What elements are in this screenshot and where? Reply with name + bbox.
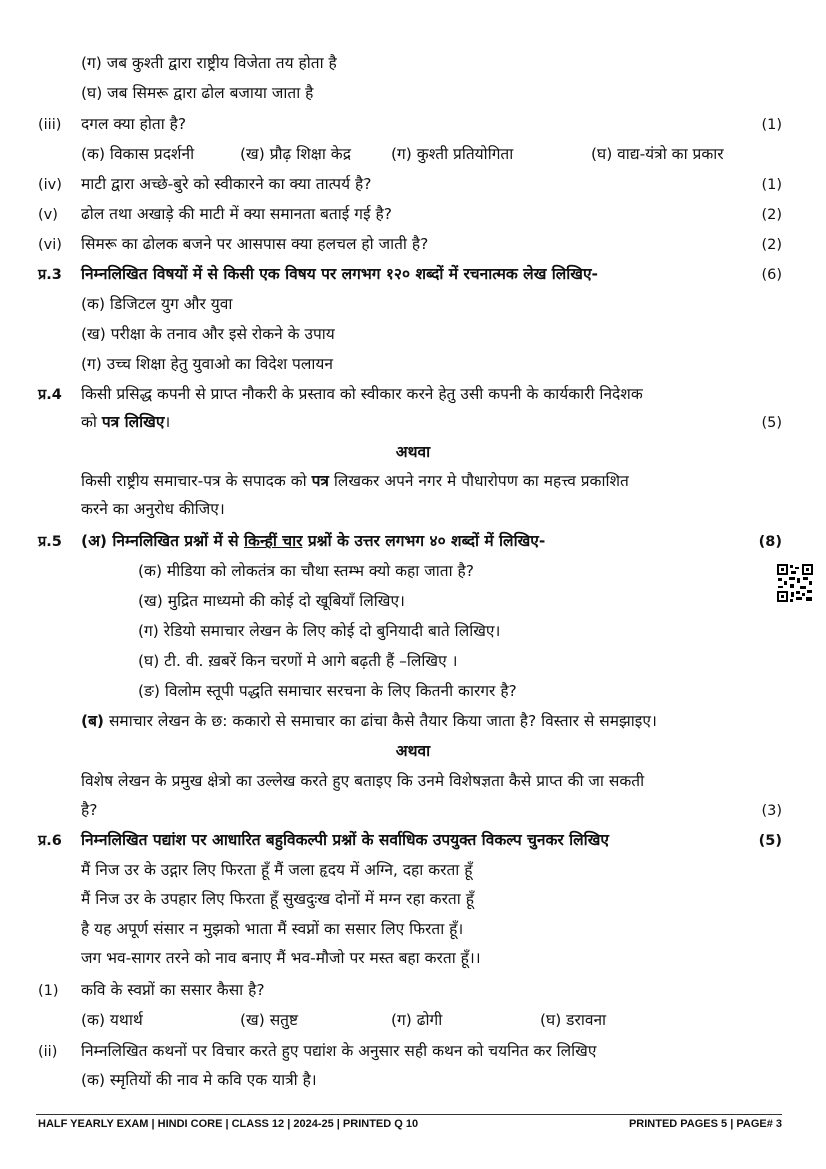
q6-marks: (5) [758,833,782,849]
q4-or-heading: अथवा [395,443,431,461]
footer-divider [36,1114,782,1115]
q2-option-g: (ग) जब कुश्ती द्वारा राष्ट्रीय विजेता तय होता है [81,54,337,72]
q5-item-g: (ग) रेडियो समाचार लेखन के लिए कोई दो बुनियादी बाते लिखिए। [138,622,501,640]
q4-line2-suffix: । [164,413,171,431]
q4-line1: किसी प्रसिद्ध कपनी से प्राप्त नौकरी के प्रस्ताव को स्वीकार करने हेतु उसी कपनी के कार्यकारी निदेशक [81,385,643,403]
q3-text: निम्नलिखित विषयों में से किसी एक विषय पर लगभग १२० शब्दों में रचनात्मक लेख लिखिए- [81,265,598,283]
q2-iv-number: (iv) [38,177,62,193]
q6-text: निम्नलिखित पद्यांश पर आधारित बहुविकल्पी प्रश्नों के सर्वाधिक उपयुक्त विकल्प चुनकर लिखिए [81,831,609,849]
q4-letter-emphasis: पत्र लिखिए [101,413,165,431]
q3-option-kh: (ख) परीक्षा के तनाव और इसे रोकने के उपाय [81,325,335,343]
q5-alt-marks: (3) [761,803,782,819]
q5-heading-prefix: (अ) निम्नलिखित प्रश्नों में से [81,532,245,550]
poem-line-1: मैं निज उर के उद्गार लिए फिरता हूँ मैं जला हृदय में अग्नि, दहा करता हूँ [81,861,473,879]
q5-part-b [81,711,657,731]
q6-sub1-option-k: (क) यथार्थ [81,1011,143,1029]
q4-alt-prefix: किसी राष्ट्रीय समाचार-पत्र के सपादक को [81,472,312,490]
q6-sub1-text: कवि के स्वप्नों का ससार कैसा है? [81,981,265,999]
q4-alt-line2: करने का अनुरोध कीजिए। [81,500,225,518]
q5-heading-suffix: प्रश्नों के उत्तर लगभग ४० शब्दों में लिखिए- [302,532,546,550]
q2-option-gh: (घ) जब सिमरू द्वारा ढोल बजाया जाता है [81,84,314,102]
q4-marks: (5) [761,415,782,431]
footer-exam-info: HALF YEARLY EXAM | HINDI CORE | CLASS 12 | 2024-25 | PRINTED Q 10 [38,1118,419,1130]
q6-sub1-option-gh: (घ) डरावना [540,1011,607,1029]
q2-v-number: (v) [38,207,58,223]
q2-v-text: ढोल तथा अखाड़े की माटी में क्या समानता बताई गई है? [81,205,393,223]
q3-marks: (6) [761,267,782,283]
q2-iii-number: (iii) [38,117,62,133]
q2-vi-marks: (2) [761,237,782,253]
q5-heading-underlined: किन्हीं चार [244,532,303,550]
q4-line2 [81,412,170,432]
q2-iv-marks: (1) [761,177,782,193]
q6-sub1-option-kh: (ख) सतुष्ट [240,1011,299,1029]
q5-heading [81,531,545,551]
poem-line-4: जग भव-सागर तरने को नाव बनाए मैं भव-मौजो पर मस्त बहा करता हूँ।। [81,949,481,967]
q3-option-g: (ग) उच्च शिक्षा हेतु युवाओ का विदेश पलायन [81,355,333,373]
q5-item-k: (क) मीडिया को लोकतंत्र का चौथा स्तम्भ क्यो कहा जाता है? [138,562,474,580]
poem-line-3: है यह अपूर्ण संसार न मुझको भाता मैं स्वप्नों का ससार लिए फिरता हूँ। [81,920,464,938]
q5-marks: (8) [758,534,782,550]
q6-sub1-number: (1) [38,983,59,999]
q2-vi-text: सिमरू का ढोलक बजने पर आसपास क्या हलचल हो जाती है? [81,235,429,253]
q6-sub2-text: निम्नलिखित कथनों पर विचार करते हुए पद्यांश के अनुसार सही कथन को चयनित कर लिखिए [81,1042,597,1060]
q2-iii-option-gh: (घ) वाद्य-यंत्रो का प्रकार [591,145,724,163]
q2-iii-text: दगल क्या होता है? [81,115,187,133]
q6-sub2-number: (ii) [38,1044,58,1060]
q5-number: प्र.5 [38,534,62,550]
q2-iii-option-g: (ग) कुश्ती प्रतियोगिता [391,145,514,163]
poem-line-2: मैं निज उर के उपहार लिए फिरता हूँ सुखदुःख दोनों में मग्न रहा करता हूँ [81,890,474,908]
q4-line2-prefix: को [81,413,102,431]
q5-item-gh: (घ) टी. वी. ख़बरें किन चरणों मे आगे बढ़ती हैं –लिखिए । [138,652,458,670]
q5-alt-line2: है? [81,801,98,819]
q6-number: प्र.6 [38,833,62,849]
q5-part-b-text: समाचार लेखन के छ: ककारो से समाचार का ढांचा कैसे तैयार किया जाता है? विस्तार से समझाइए। [104,712,657,730]
q4-alt-suffix: लिखकर अपने नगर मे पौधारोपण का महत्त्व प्रकाशित [328,472,629,490]
q2-iv-text: माटी द्वारा अच्छे-बुरे को स्वीकारने का क्या तात्पर्य है? [81,175,372,193]
q3-number: प्र.3 [38,267,62,283]
q2-iii-option-kh: (ख) प्रौढ़ शिक्षा केद्र [240,145,351,163]
q5-part-b-label: (ब) [81,712,105,730]
qr-code-icon [776,563,814,603]
q2-vi-number: (vi) [38,237,62,253]
q2-iii-marks: (1) [761,117,782,133]
footer-page-info: PRINTED PAGES 5 | PAGE# 3 [628,1118,782,1130]
q3-option-k: (क) डिजिटल युग और युवा [81,295,233,313]
q4-alt-line1 [81,471,629,491]
q4-number: प्र.4 [38,387,62,403]
q6-sub1-option-g: (ग) ढोगी [391,1011,443,1029]
q4-alt-emphasis: पत्र [311,472,329,490]
q6-sub2-option-k: (क) स्मृतियों की नाव मे कवि एक यात्री है। [81,1071,317,1089]
q5-alt-line1: विशेष लेखन के प्रमुख क्षेत्रो का उल्लेख करते हुए बताइए कि उनमे विशेषज्ञता कैसे प्राप्त की जा सकती [81,772,645,790]
q5-or-heading: अथवा [395,742,431,760]
q5-item-kh: (ख) मुद्रित माध्यमो की कोई दो खूबियाँ लिखिए। [138,592,405,610]
q5-item-nga: (ङ) विलोम स्तूपी पद्धति समाचार सरचना के लिए कितनी कारगर है? [138,682,517,700]
q2-v-marks: (2) [761,207,782,223]
q2-iii-option-k: (क) विकास प्रदर्शनी [81,145,195,163]
